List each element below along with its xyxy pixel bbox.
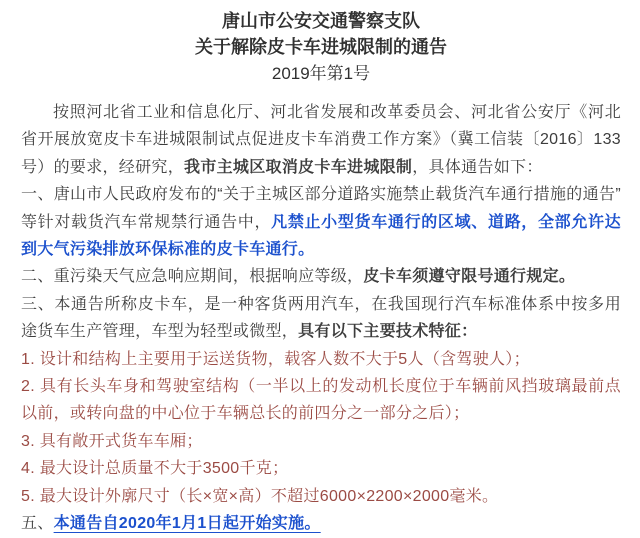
paragraph bbox=[21, 181, 621, 263]
paragraph bbox=[21, 428, 621, 455]
issuing-authority: 唐山市公安交通警察支队 bbox=[222, 11, 420, 31]
text-run-red: 1. 设计和结构上主要用于运送货物，载客人数不大于5人（含驾驶人）； bbox=[21, 350, 530, 368]
paragraph bbox=[21, 99, 621, 181]
paragraph bbox=[21, 373, 621, 428]
text-run-bold: 皮卡车须遵守限号通行规定。 bbox=[363, 268, 576, 286]
text-run-normal: 二、重污染天气应急响应期间，根据响应等级， bbox=[21, 268, 364, 286]
text-run-red: 5. 最大设计外廓尺寸（长×宽×高）不超过6000×2200×2000毫米。 bbox=[21, 487, 499, 505]
paragraph bbox=[21, 483, 621, 510]
text-run-red: 3. 具有敞开式货车车厢； bbox=[21, 432, 203, 450]
issue-number: 2019年第1号 bbox=[271, 64, 371, 83]
paragraph bbox=[21, 346, 621, 373]
text-run-blue-bold-underline: 本通告自2020年1月1日起开始实施。 bbox=[53, 515, 321, 533]
paragraph bbox=[21, 455, 621, 482]
text-run-bold: 我市主城区取消皮卡车进城限制 bbox=[184, 158, 413, 176]
text-run-normal: ，具体通告如下： bbox=[412, 158, 543, 176]
paragraph bbox=[21, 510, 621, 537]
paragraph bbox=[21, 263, 621, 290]
text-run-normal: 五、 bbox=[21, 515, 54, 533]
text-run-blue-bold: 凡禁止小型货车通行的区域、道路，全部允许达到大气污染排放环保标准的皮卡车通行。 bbox=[21, 213, 621, 259]
paragraph bbox=[21, 291, 621, 346]
text-run-normal: 一、唐山市人民政府发布的“关于主城区部分道路实施禁止载货汽车通行措施的通告”等针对载货汽车常规禁行通告中， bbox=[21, 186, 621, 231]
text-run-red: 2. 具有长头车身和驾驶室结构（一半以上的发动机长度位于车辆前风挡玻璃最前点以前，或转向盘的中心位于车辆总长的前四分之一部分之后）； bbox=[21, 378, 621, 423]
text-run-red: 4. 最大设计总质量不大于3500千克； bbox=[21, 460, 289, 478]
text-run-normal: 按照河北省工业和信息化厅、河北省发展和改革委员会、河北省公安厅《河北省开展放宽皮卡车进城限制试点促进皮卡车消费工作方案》（冀工信装〔2016〕133号）的要求，经研究， bbox=[21, 104, 621, 176]
notice-body bbox=[21, 99, 621, 538]
notice-title: 关于解除皮卡车进城限制的通告 bbox=[195, 37, 447, 57]
text-run-bold: 具有以下主要技术特征： bbox=[298, 323, 478, 341]
text-run-normal: 三、本通告所称皮卡车，是一种客货两用汽车，在我国现行汽车标准体系中按多用途货车生产管理，车型为轻型或微型， bbox=[21, 295, 621, 341]
notice-header bbox=[21, 8, 621, 86]
